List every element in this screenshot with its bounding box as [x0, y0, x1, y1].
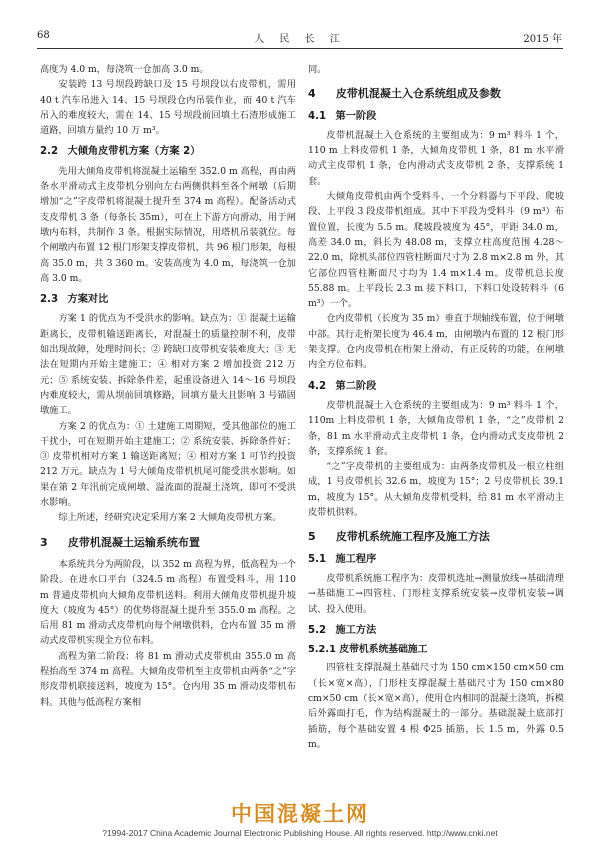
right-column: [308, 62, 564, 752]
section-heading-2-3: [40, 292, 296, 307]
header-rule: [37, 48, 563, 49]
paragraph: 皮带机混凝土入仓系统的主要组成为：9 m³ 料斗 1 个，110m 上料皮带机 1 条，大倾角皮带机 1 条，“之”皮带机 2 条，81 m 水平滑动式主皮带机 1 条，仓内滑动式支皮带机 2 条，支撑系统 1 套。: [308, 399, 564, 457]
paragraph: 综上所述，经研究决定采用方案 2 大倾角皮带机方案。: [58, 512, 282, 524]
section-title: 第一阶段: [335, 110, 377, 122]
section-title: 施工程序: [335, 553, 377, 565]
section-number: 2.2: [40, 146, 59, 158]
copyright-footer: ?1994-2017 China Academic Journal Electronic Publishing House. All rights reserved. http://www.cnki.net: [102, 828, 498, 838]
journal-year: 2015 年: [523, 34, 562, 45]
section-heading-5: [308, 529, 564, 544]
paragraph: 高程为第二阶段：将 81 m 滑动式皮带机由 355.0 m 高程抬高至 374 m 高程。大倾角皮带机至主皮带机由两条“之”字形皮带机联接送料，坡度为 15°。仓内用 35 m 滑动皮带机布料。其他与低高程方案相: [40, 650, 296, 708]
page-number: 68: [37, 30, 50, 41]
section-heading-5-1: [308, 552, 564, 567]
section-title: 皮带机混凝土运输系统布置: [67, 535, 200, 549]
watermark-logo: 中国混凝土网: [231, 802, 369, 826]
section-heading-4-2: [308, 379, 564, 394]
paragraph: 先用大倾角皮带机将混凝土运输至 352.0 m 高程，再由两条水平滑动式主皮带机分别向左右两侧供料至各个闸墩（后期增加“之”字皮带机将混凝土提升至 374 m 高程）。配备活动式支皮带机 3 条（每条长 35m），可在上下游方向滑动，用于闸墩内布料，共制作 3 条。根据实际情况，用塔机吊装就位。每个闸墩内布置 12 根门形架支撑皮带机，共 96 根门形架，每根高 35.0 m，共 3 360 m。安装高度为 4.0 m，每浇筑一仓加高 3.0 m。: [40, 165, 296, 284]
section-title: 皮带机系统基础施工: [339, 644, 428, 656]
section-number: 5.1: [308, 553, 327, 565]
section-title: 第二阶段: [335, 380, 377, 392]
section-title: 方案对比: [67, 294, 109, 306]
section-heading-4-1: [308, 109, 564, 124]
paragraph: 同。: [308, 64, 327, 75]
section-heading-5-2-1: [308, 642, 564, 657]
section-heading-5-2: [308, 623, 564, 638]
journal-title: 人 民 长 江: [254, 34, 346, 45]
paragraph: 本系统共分为两阶段，以 352 m 高程为界，低高程为一个阶段。在进水口平台（324.5 m 高程）布置受料斗，用 110 m 普通皮带机向大倾角皮带机送料。利用大倾角皮带机提升坡度大（坡度为 45°）的优势将混凝土提升至 355.0 m 高程。之后用 81 m 滑动式皮带机向每个闸墩供料，仓内布置 35 m 滑动式皮带机实现全方位布料。: [40, 558, 296, 647]
section-title: 皮带机混凝土入仓系统组成及参数: [335, 87, 501, 101]
section-heading-4: [308, 86, 564, 101]
section-title: 施工方法: [335, 624, 377, 636]
left-column: [40, 62, 296, 710]
section-number: 3: [40, 535, 48, 549]
paragraph: 四管柱支撑混凝土基础尺寸为 150 cm×150 cm×50 cm（长×宽×高），门形柱支撑混凝土基础尺寸为 150 cm×80 cm×50 cm（长×宽×高），使用仓内相同的混凝土浇筑，拆模后外露面打毛，作为结构混凝土的一部分。基础混凝土底部打插筋，每个基础安置 4 根 Φ25 插筋，长 1.5 m，外露 0.5 m。: [308, 662, 564, 750]
paragraph: “之”字皮带机的主要组成为：由两条皮带机及一根立柱组成，1 号皮带机长 32.6 m，坡度为 15°；2 号皮带机长 39.1 m，坡度为 15°。从大倾角皮带机受料，给 81 m 水平滑动主皮带机供料。: [308, 461, 564, 519]
section-title: 皮带机系统施工程序及施工方法: [335, 530, 490, 544]
section-heading-2-2: [40, 144, 296, 159]
paragraph: 皮带机系统施工程序为：皮带机选址→测量放线→基础清理→基础施工→四管柱、门形柱支撑系统安装→皮带机安装→调试、投入使用。: [308, 572, 564, 615]
paragraph: 大倾角皮带机由两个受料斗、一个分料器与下平段、爬坡段、上平段 3 段皮带机组成。其中下平段为受料斗（9 m³）布置位置，长度为 5.5 m。爬坡段坡度为 45°，平距 34.0 m，高差 34.0 m，斜长为 48.08 m，支撑立柱高度范围 4.28～22.0 m，除机头部位四管柱断面尺寸为 2.8 m×2.8 m 外，其它部位四管柱断面尺寸均为 1.4 m×1.4 m。皮带机总长度 55.88 m。上平段长 2.3 m 接下料口，下料口处设转料斗（6 m³）一个。: [308, 191, 564, 310]
paragraph: 仓内皮带机（长度为 35 m）垂直于坝轴线布置，位于闸墩中部。其行走桁架长度为 46.4 m，由闸墩内布置的 12 根门形架支撑。仓内皮带机在桁架上滑动，有正反转的功能，在闸墩内全方位布料。: [308, 313, 564, 371]
paragraph: 方案 1 的优点为不受洪水的影响。缺点为：① 混凝土运输距离长，皮带机输送距离长，对混凝土的质量控制不利，皮带如出现故障，处理时间长；② 跨缺口皮带机安装难度大；③ 无法在短期内开始主建施工；④ 相对方案 2 增加投资 212 万元；⑤ 系统安装、拆除条件差，起重设备进入 14～16 号坝段内难度较大，需从坝前回填修路，回填方量大且影响 3 号锚固墩施工。: [40, 313, 296, 417]
section-heading-3: [40, 535, 296, 550]
section-title: 大倾角皮带机方案（方案 2）: [67, 146, 201, 158]
section-number: 4.2: [308, 380, 327, 392]
section-number: 4.1: [308, 110, 327, 122]
paragraph: 皮带机混凝土入仓系统的主要组成为：9 m³ 料斗 1 个，110 m 上料皮带机 1 条，大倾角皮带机 1 条，81 m 水平滑动式主皮带机 1 条，仓内滑动式支皮带机 2 条，支撑系统 1 套。: [308, 129, 564, 187]
section-number: 5: [308, 530, 316, 544]
section-number: 2.3: [40, 294, 59, 306]
section-number: 5.2: [308, 624, 327, 636]
section-number: 5.2.1: [308, 644, 336, 656]
paragraph: 方案 2 的优点为：① 土建施工周期短，受其他部位的施工干扰小，可在短期开始主建施工；② 系统安装、拆除条件好；③ 皮带机相对方案 1 输送距离短；④ 相对方案 1 可节约投资 212 万元。缺点为 1 号大倾角皮带机机尾可能受洪水影响。如果在第 2 年汛前完成闸墩、溢流面的混凝土浇筑，即可不受洪水影响。: [40, 420, 296, 509]
paragraph: 高度为 4.0 m，每浇筑一仓加高 3.0 m。: [40, 64, 209, 75]
paragraph: 安装跨 13 号坝段跨缺口及 15 号坝段以右皮带机，需用 40 t 汽车吊进入 14、15 号坝段仓内吊装作业，而 40 t 汽车吊入的难度较大，需在 14、15 号坝段前回填土石渣形成施工道路，回填方量约 10 万 m³。: [40, 79, 296, 137]
section-number: 4: [308, 87, 316, 101]
